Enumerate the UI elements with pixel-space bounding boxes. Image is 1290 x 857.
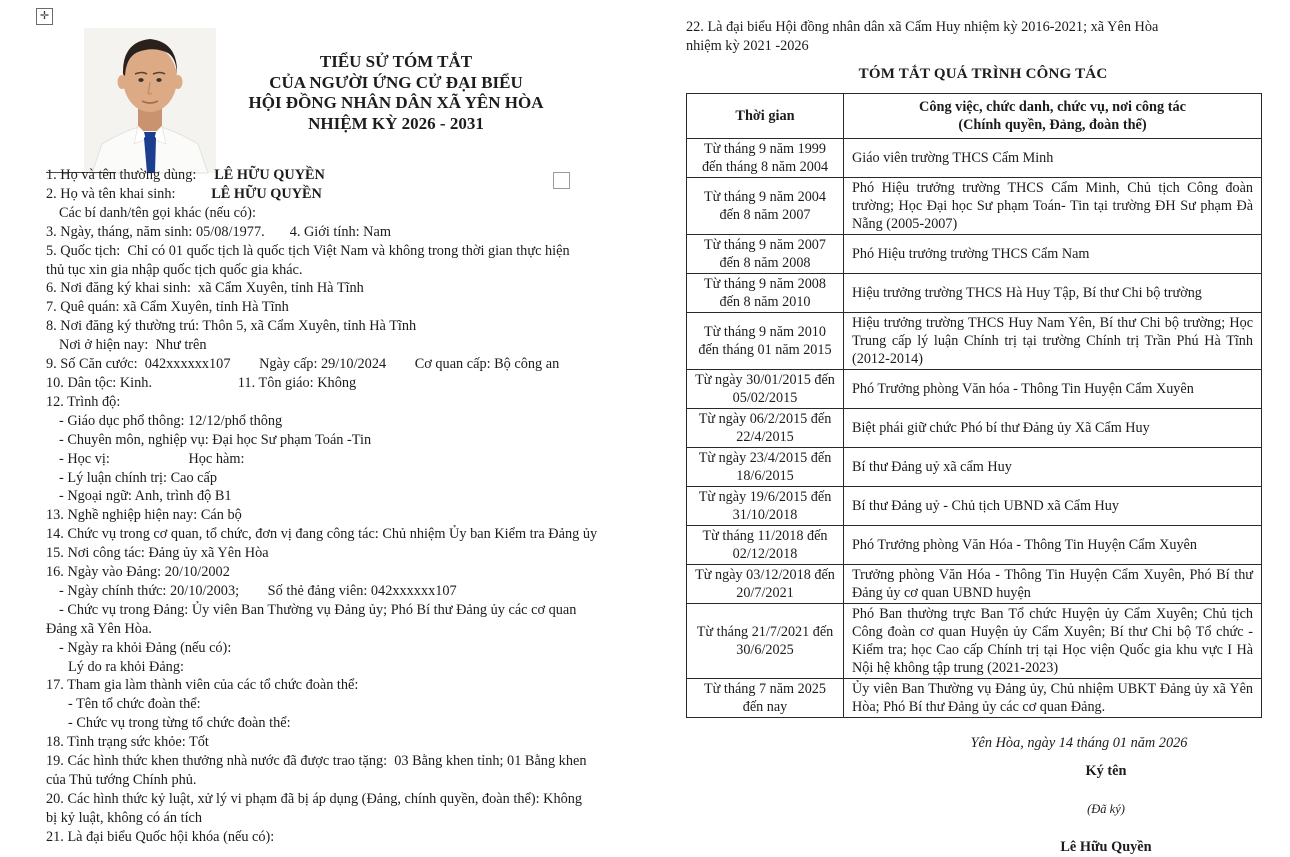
item22-line-2: nhiệm kỳ 2021 -2026	[686, 38, 809, 54]
bio-text: 16. Ngày vào Đảng: 20/10/2002	[46, 564, 230, 581]
work-cell: Giáo viên trường THCS Cẩm Minh	[844, 139, 1262, 178]
work-history-title: TÓM TẮT QUÁ TRÌNH CÔNG TÁC	[858, 66, 1108, 82]
time-cell: Từ tháng 11/2018 đến 02/12/2018	[687, 526, 844, 565]
bio-line	[46, 487, 686, 506]
time-cell: Từ tháng 9 năm 2008 đến 8 năm 2010	[687, 274, 844, 313]
item22-text	[686, 18, 1280, 56]
bio-text: 15. Nơi công tác: Đảng ủy xã Yên Hòa	[46, 545, 269, 562]
table-row	[687, 448, 1262, 487]
signature-place-date: Yên Hòa, ngày 14 tháng 01 năm 2026	[970, 735, 1188, 751]
bio-line	[46, 582, 686, 601]
bio-text: 14. Chức vụ trong cơ quan, tổ chức, đơn vị đang công tác: Chủ nhiệm Ủy ban Kiểm tra Đảng ủy	[46, 526, 598, 543]
bio-text: - Tên tổ chức đoàn thể:	[68, 696, 201, 713]
bio-text: 3. Ngày, tháng, năm sinh: 05/08/1977. 4. Giới tính: Nam	[46, 223, 391, 240]
time-cell: Từ tháng 9 năm 2007 đến 8 năm 2008	[687, 235, 844, 274]
bio-text: Đảng xã Yên Hòa.	[46, 620, 152, 637]
bio-line	[46, 695, 686, 714]
title-line-1: TIỂU SỬ TÓM TẮT	[319, 52, 473, 71]
bio-line	[46, 279, 686, 298]
bio-line	[46, 336, 686, 355]
bio-text: - Giáo dục phổ thông: 12/12/phổ thông	[59, 412, 283, 429]
bio-text: Các bí danh/tên gọi khác (nếu có):	[59, 204, 256, 221]
bio-line	[46, 450, 686, 469]
title-line-4: NHIỆM KỲ 2026 - 2031	[308, 113, 484, 133]
bio-line	[46, 828, 686, 847]
time-cell: Từ tháng 9 năm 1999 đến tháng 8 năm 2004	[687, 139, 844, 178]
time-cell: Từ tháng 21/7/2021 đến 30/6/2025	[687, 604, 844, 679]
table-header-row	[687, 94, 1262, 139]
table-row	[687, 139, 1262, 178]
time-cell: Từ tháng 9 năm 2010 đến tháng 01 năm 2015	[687, 313, 844, 370]
time-cell: Từ tháng 9 năm 2004 đến 8 năm 2007	[687, 178, 844, 235]
col-header-time: Thời gian	[687, 94, 844, 139]
bio-value-bold: LÊ HỮU QUYỀN	[214, 167, 325, 183]
bio-text: 9. Số Căn cước: 042xxxxxx107 Ngày cấp: 29/10/2024 Cơ quan cấp: Bộ công an	[46, 356, 560, 373]
bio-line	[46, 658, 686, 677]
bio-text: 2. Họ và tên khai sinh:	[46, 185, 212, 202]
time-cell: Từ ngày 30/01/2015 đến 05/02/2015	[687, 370, 844, 409]
bio-line	[46, 620, 686, 639]
bio-text: 10. Dân tộc: Kinh. 11. Tôn giáo: Không	[46, 374, 357, 391]
bio-line	[46, 412, 686, 431]
bio-line	[46, 469, 686, 488]
table-row	[687, 565, 1262, 604]
bio-text: bị kỷ luật, không có án tích	[46, 809, 203, 826]
bio-text: 5. Quốc tịch: Chỉ có 01 quốc tịch là quốc tịch Việt Nam và không trong thời gian thực hiện	[46, 242, 570, 259]
bio-line	[46, 506, 686, 525]
bio-line	[46, 261, 686, 280]
time-cell: Từ ngày 23/4/2015 đến 18/6/2015	[687, 448, 844, 487]
bio-line	[46, 185, 686, 204]
bio-text: thủ tục xin gia nhập quốc tịch quốc gia khác.	[46, 261, 303, 278]
bio-text: 7. Quê quán: xã Cẩm Xuyên, tỉnh Hà Tĩnh	[46, 299, 289, 316]
signatory-name: Lê Hữu Quyền	[1060, 839, 1152, 855]
table-row	[687, 679, 1262, 718]
bio-text: 6. Nơi đăng ký khai sinh: xã Cẩm Xuyên, tỉnh Hà Tĩnh	[46, 280, 364, 297]
item22-line-1: 22. Là đại biểu Hội đồng nhân dân xã Cẩm Huy nhiệm kỳ 2016-2021; xã Yên Hòa	[686, 19, 1159, 35]
time-cell: Từ ngày 19/6/2015 đến 31/10/2018	[687, 487, 844, 526]
work-cell: Phó Trưởng phòng Văn Hóa - Thông Tin Huyện Cẩm Xuyên	[844, 526, 1262, 565]
table-row	[687, 604, 1262, 679]
bio-line	[46, 525, 686, 544]
title-line-3: HỘI ĐỒNG NHÂN DÂN XÃ YÊN HÒA	[248, 93, 544, 112]
col-header-work-line-2: (Chính quyền, Đảng, đoàn thể)	[958, 117, 1147, 133]
bio-value-bold: LÊ HỮU QUYỀN	[211, 185, 322, 202]
portrait-art	[84, 28, 216, 173]
bio-text: - Ngoại ngữ: Anh, trình độ B1	[59, 488, 232, 505]
bio-line	[46, 431, 686, 450]
bio-text: của Thủ tướng Chính phủ.	[46, 772, 197, 788]
table-row	[687, 409, 1262, 448]
table-move-handle-icon[interactable]: ✛	[36, 8, 53, 25]
work-cell: Phó Ban thường trực Ban Tổ chức Huyện ủy Cẩm Xuyên; Chủ tịch Công đoàn cơ quan Huyện ủy Cẩm Xuyên; Bí thư Chi bộ Tổ chức - Kiểm tra; học Cao cấp Chính trị tại Học viện Quốc gia khu vực I Hà Nội hệ không tập trung (2021-2023)	[844, 604, 1262, 679]
work-cell: Phó Trưởng phòng Văn hóa - Thông Tin Huyện Cẩm Xuyên	[844, 370, 1262, 409]
bio-line	[46, 809, 686, 828]
bio-line	[46, 393, 686, 412]
bio-text: - Ngày ra khỏi Đảng (nếu có):	[59, 639, 232, 656]
bio-line	[46, 298, 686, 317]
bio-text: 20. Các hình thức kỷ luật, xử lý vi phạm đã bị áp dụng (Đảng, chính quyền, đoàn thể): Không	[46, 790, 583, 807]
signed-note: (Đã ký)	[1087, 802, 1125, 816]
work-cell: Biệt phái giữ chức Phó bí thư Đảng ủy Xã Cẩm Huy	[844, 409, 1262, 448]
bio-line	[46, 374, 686, 393]
bio-text: 18. Tình trạng sức khỏe: Tốt	[46, 734, 209, 751]
bio-line	[46, 790, 686, 809]
bio-text: 21. Là đại biểu Quốc hội khóa (nếu có):	[46, 828, 275, 845]
signature-label: Ký tên	[1085, 763, 1127, 779]
bio-text: - Chức vụ trong Đảng: Ủy viên Ban Thường vụ Đảng ủy; Phó Bí thư Đảng ủy các cơ quan	[59, 601, 577, 618]
bio-line	[46, 544, 686, 563]
bio-text: - Học vị: Học hàm:	[59, 450, 245, 467]
bio-text: 17. Tham gia làm thành viên của các tổ chức đoàn thể:	[46, 677, 359, 694]
table-row	[687, 313, 1262, 370]
bio-line	[46, 733, 686, 752]
bio-text: Nơi ở hiện nay: Như trên	[59, 337, 207, 354]
work-cell: Trưởng phòng Văn Hóa - Thông Tin Huyện Cẩm Xuyên, Phó Bí thư Đảng ủy cơ quan UBND huyện	[844, 565, 1262, 604]
col-header-work	[844, 94, 1262, 139]
bio-line	[46, 639, 686, 658]
bio-line	[46, 317, 686, 336]
bio-text: 1. Họ và tên thường dùng:	[46, 167, 215, 183]
bio-line	[46, 563, 686, 582]
time-cell: Từ ngày 03/12/2018 đến 20/7/2021	[687, 565, 844, 604]
work-history-table	[686, 93, 1262, 718]
bio-text: 19. Các hình thức khen thưởng nhà nước đã được trao tặng: 03 Bằng khen tỉnh; 01 Bằng khen	[46, 753, 587, 770]
bio-line	[46, 752, 686, 771]
time-cell: Từ tháng 7 năm 2025 đến nay	[687, 679, 844, 718]
bio-line	[46, 601, 686, 620]
work-cell: Bí thư Đảng uỷ - Chủ tịch UBND xã Cẩm Huy	[844, 487, 1262, 526]
bio-text: - Chuyên môn, nghiệp vụ: Đại học Sư phạm Toán -Tin	[59, 431, 372, 448]
bio-text: - Lý luận chính trị: Cao cấp	[59, 469, 218, 486]
bio-text: - Ngày chính thức: 20/10/2003; Số thẻ đảng viên: 042xxxxxx107	[59, 582, 457, 599]
work-history-body	[687, 139, 1262, 718]
table-row	[687, 487, 1262, 526]
bio-text: 12. Trình độ:	[46, 393, 121, 410]
table-row	[687, 526, 1262, 565]
bio-line	[46, 355, 686, 374]
candidate-photo	[84, 28, 216, 173]
bio-line	[46, 166, 686, 185]
right-column	[686, 18, 1280, 857]
work-cell: Bí thư Đảng uỷ xã cẩm Huy	[844, 448, 1262, 487]
bio-line	[46, 223, 686, 242]
bio-line	[46, 676, 686, 695]
bio-line	[46, 242, 686, 261]
bio-line	[46, 714, 686, 733]
work-cell: Hiệu trưởng trường THCS Huy Nam Yên, Bí thư Chi bộ trường; Học Trung cấp lý luận Chính trị tại trường Chính trị Trần Phú Hà Tĩnh (2012-2014)	[844, 313, 1262, 370]
table-row	[687, 235, 1262, 274]
work-cell: Phó Hiệu trưởng trường THCS Cẩm Nam	[844, 235, 1262, 274]
col-header-work-line-1: Công việc, chức danh, chức vụ, nơi công tác	[919, 99, 1186, 115]
bio-line	[46, 204, 686, 223]
bio-text: 13. Nghề nghiệp hiện nay: Cán bộ	[46, 507, 242, 524]
work-cell: Ủy viên Ban Thường vụ Đảng ủy, Chủ nhiệm UBKT Đảng ủy xã Yên Hòa; Phó Bí thư Đảng ủy các cơ quan Đảng.	[844, 679, 1262, 718]
work-cell: Hiệu trưởng trường THCS Hà Huy Tập, Bí thư Chi bộ trường	[844, 274, 1262, 313]
work-cell: Phó Hiệu trưởng trường THCS Cẩm Minh, Chủ tịch Công đoàn trường; Học Đại học Sư phạm Toán- Tin tại trường ĐH Sư phạm Đà Nẵng (2005-2007)	[844, 178, 1262, 235]
bio-section	[46, 166, 686, 847]
title-line-2: CỦA NGƯỜI ỨNG CỬ ĐẠI BIỂU	[269, 72, 523, 92]
bio-text: 8. Nơi đăng ký thường trú: Thôn 5, xã Cẩm Xuyên, tỉnh Hà Tĩnh	[46, 318, 417, 335]
document-title	[218, 52, 574, 134]
table-row	[687, 178, 1262, 235]
table-row	[687, 274, 1262, 313]
table-row	[687, 370, 1262, 409]
bio-line	[46, 771, 686, 790]
bio-text: - Chức vụ trong từng tổ chức đoàn thể:	[68, 715, 291, 732]
time-cell: Từ ngày 06/2/2015 đến 22/4/2015	[687, 409, 844, 448]
bio-text: Lý do ra khỏi Đảng:	[68, 658, 184, 675]
